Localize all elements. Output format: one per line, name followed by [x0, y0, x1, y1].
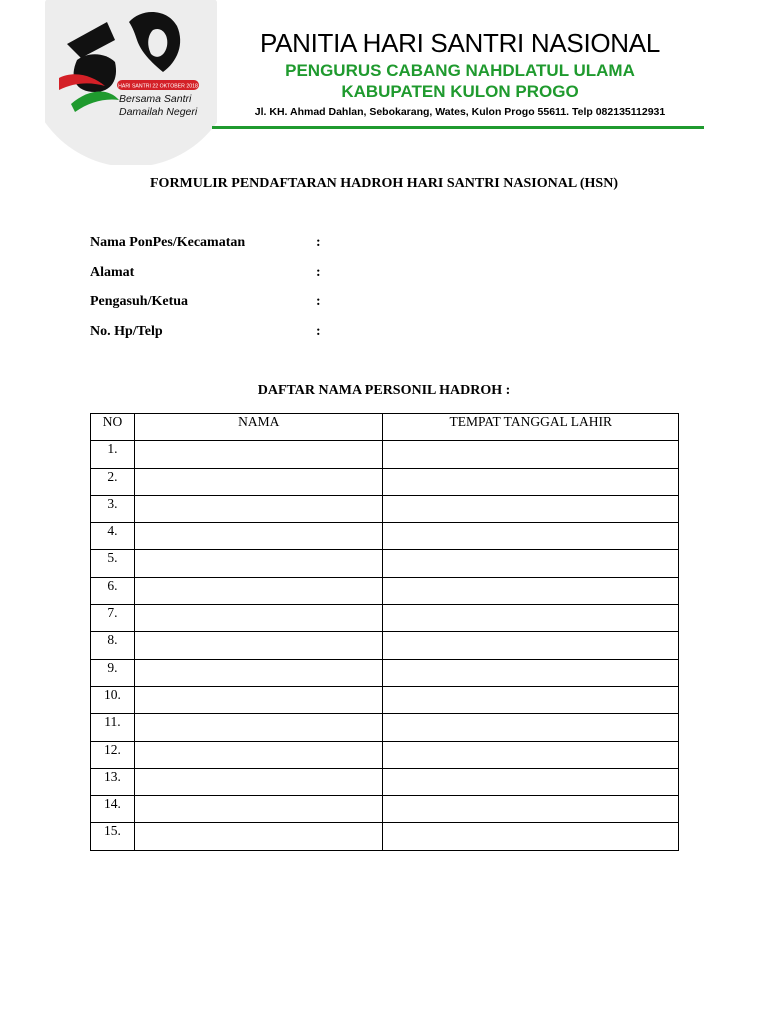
name-cell[interactable]: [134, 550, 383, 577]
row-number: 2.: [91, 468, 135, 495]
birth-cell[interactable]: [383, 605, 679, 632]
birth-cell[interactable]: [383, 441, 679, 468]
birth-cell[interactable]: [383, 523, 679, 550]
field-alamat: [90, 265, 321, 281]
row-number: 6.: [91, 577, 135, 604]
name-cell[interactable]: [134, 468, 383, 495]
row-number: 11.: [91, 714, 135, 741]
field-pengasuh: [90, 294, 321, 310]
name-cell[interactable]: [134, 577, 383, 604]
table-row: [91, 441, 679, 468]
row-number: 12.: [91, 741, 135, 768]
table-row: [91, 686, 679, 713]
header-address: Jl. KH. Ahmad Dahlan, Sebokarang, Wates, Kulon Progo 55611. Telp 082135112931: [254, 106, 666, 118]
field-label: Pengasuh/Ketua: [90, 294, 189, 309]
birth-cell[interactable]: [383, 632, 679, 659]
header-subtitle-line1: PENGURUS CABANG NAHDLATUL ULAMA: [285, 61, 635, 80]
name-cell[interactable]: [134, 741, 383, 768]
row-number: 8.: [91, 632, 135, 659]
table-row: [91, 768, 679, 795]
row-number: 3.: [91, 495, 135, 522]
name-cell[interactable]: [134, 523, 383, 550]
name-cell[interactable]: [134, 796, 383, 823]
table-row: [91, 495, 679, 522]
field-separator: :: [316, 324, 321, 339]
form-title: FORMULIR PENDAFTARAN HADROH HARI SANTRI NASIONAL (HSN): [150, 176, 618, 191]
birth-cell[interactable]: [383, 768, 679, 795]
table-row: [91, 632, 679, 659]
roster-table: [90, 413, 679, 851]
name-cell[interactable]: [134, 768, 383, 795]
hsn-logo-graphic: [45, 0, 217, 165]
row-number: 14.: [91, 796, 135, 823]
table-row: [91, 741, 679, 768]
field-label: Alamat: [90, 265, 135, 280]
table-row: [91, 550, 679, 577]
field-label: No. Hp/Telp: [90, 324, 163, 339]
name-cell[interactable]: [134, 686, 383, 713]
row-number: 15.: [91, 823, 135, 850]
field-separator: :: [316, 294, 321, 309]
row-number: 13.: [91, 768, 135, 795]
birth-cell[interactable]: [383, 741, 679, 768]
birth-cell[interactable]: [383, 550, 679, 577]
birth-cell[interactable]: [383, 468, 679, 495]
row-number: 9.: [91, 659, 135, 686]
roster-header-row: [91, 414, 679, 441]
table-row: [91, 823, 679, 850]
row-number: 5.: [91, 550, 135, 577]
table-row: [91, 577, 679, 604]
table-row: [91, 714, 679, 741]
name-cell[interactable]: [134, 659, 383, 686]
field-label: Nama PonPes/Kecamatan: [90, 235, 246, 250]
header-nama: NAMA: [134, 414, 383, 441]
field-separator: :: [316, 235, 321, 250]
table-row: [91, 796, 679, 823]
birth-cell[interactable]: [383, 495, 679, 522]
row-number: 10.: [91, 686, 135, 713]
header-title: PANITIA HARI SANTRI NASIONAL: [260, 28, 660, 58]
birth-cell[interactable]: [383, 714, 679, 741]
hsn-logo: [45, 0, 217, 165]
roster-title: DAFTAR NAMA PERSONIL HADROH :: [257, 383, 511, 398]
field-nama-ponpes: [90, 235, 321, 251]
birth-cell[interactable]: [383, 577, 679, 604]
birth-cell[interactable]: [383, 659, 679, 686]
birth-cell[interactable]: [383, 796, 679, 823]
table-row: [91, 468, 679, 495]
header-subtitle-line2: KABUPATEN KULON PROGO: [341, 82, 579, 101]
logo-tagline-line1: Bersama Santri: [119, 93, 192, 105]
table-row: [91, 523, 679, 550]
header-ttl: TEMPAT TANGGAL LAHIR: [383, 414, 679, 441]
header-divider: [212, 126, 704, 129]
header-no: NO: [91, 414, 135, 441]
field-no-hp: [90, 324, 321, 340]
name-cell[interactable]: [134, 823, 383, 850]
birth-cell[interactable]: [383, 686, 679, 713]
name-cell[interactable]: [134, 441, 383, 468]
row-number: 1.: [91, 441, 135, 468]
table-row: [91, 659, 679, 686]
row-number: 7.: [91, 605, 135, 632]
field-separator: :: [316, 265, 321, 280]
name-cell[interactable]: [134, 632, 383, 659]
row-number: 4.: [91, 523, 135, 550]
name-cell[interactable]: [134, 714, 383, 741]
birth-cell[interactable]: [383, 823, 679, 850]
table-row: [91, 605, 679, 632]
name-cell[interactable]: [134, 495, 383, 522]
logo-tagline-line2: Damailah Negeri: [119, 106, 198, 118]
name-cell[interactable]: [134, 605, 383, 632]
logo-badge-text: HARI SANTRI 22 OKTOBER 2018: [118, 83, 198, 90]
logo-head-shape: [74, 54, 116, 92]
